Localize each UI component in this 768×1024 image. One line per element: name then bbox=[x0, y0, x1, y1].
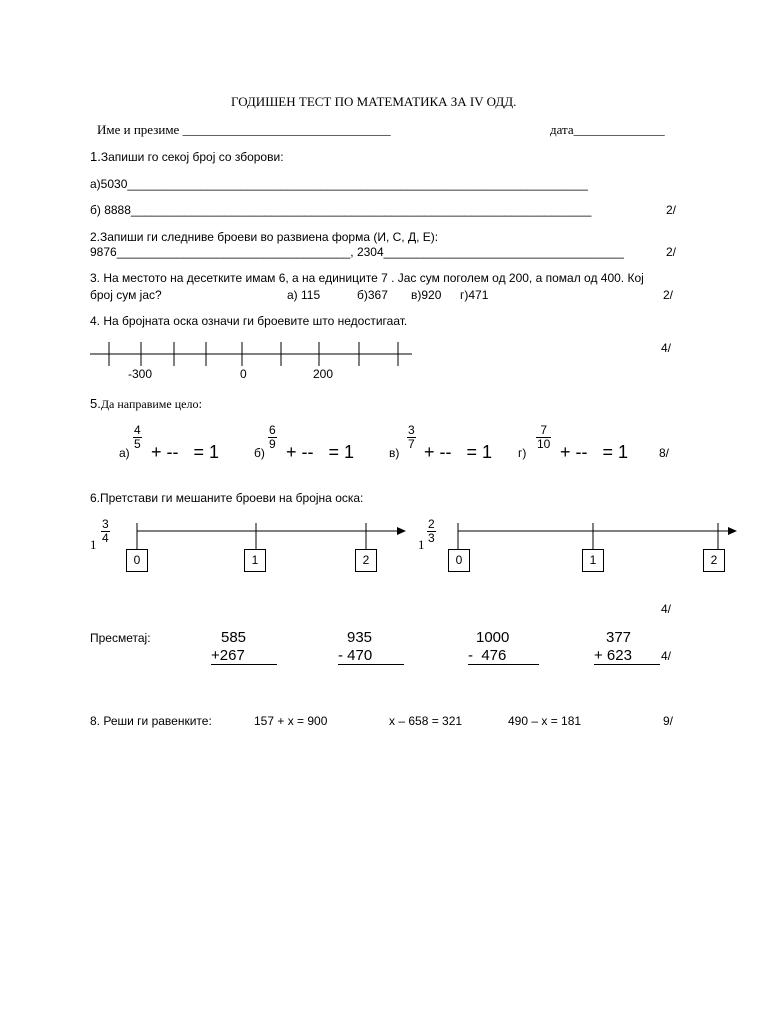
q5-item-d-expression: + -- = 1 bbox=[560, 442, 629, 462]
question-6-text: 6.Претстави ги мешаните броеви на бројна оска: bbox=[90, 491, 364, 505]
question-6-points: 4/ bbox=[661, 602, 672, 616]
page-title: ГОДИШЕН ТЕСТ ПО МАТЕМАТИКА ЗА IV ОДД. bbox=[231, 94, 517, 109]
calc-2-bottom: - 470 bbox=[338, 648, 404, 665]
question-5-number: 5. bbox=[90, 396, 101, 411]
q5-item-a-fraction: $\frac{4}{5}$ bbox=[134, 423, 141, 451]
left-box-2: 2 bbox=[355, 549, 377, 572]
question-3-option-d: г)471 bbox=[460, 288, 489, 302]
question-5-body: Да направиме цело bbox=[100, 397, 199, 411]
q5-item-d-fraction: $\frac{7}{10}$ bbox=[537, 423, 551, 451]
q5-item-c-expression: + -- = 1 bbox=[424, 442, 493, 462]
right-arrow-icon bbox=[728, 527, 737, 535]
calc-4-top: 377 bbox=[606, 629, 632, 646]
left-box-0: 0 bbox=[126, 549, 148, 572]
right-mixed-whole: 1 bbox=[418, 537, 425, 552]
number-line-label-200: 200 bbox=[313, 367, 334, 381]
question-1-body: Запиши го секој број со зборови: bbox=[100, 150, 284, 164]
question-8-points: 9/ bbox=[663, 714, 674, 728]
question-1-number: 1. bbox=[90, 149, 101, 164]
right-box-1: 1 bbox=[582, 549, 604, 572]
question-5-text bbox=[90, 397, 202, 410]
question-3-option-a: а) 115 bbox=[287, 288, 321, 302]
question-1-points: 2/ bbox=[666, 203, 677, 217]
question-1-line-a: а)5030_____________________________________________________________________ bbox=[90, 177, 588, 191]
calc-3-top: 1000 bbox=[476, 629, 510, 646]
question-3-option-b: б)367 bbox=[357, 288, 388, 302]
calc-1-top: 585 bbox=[221, 629, 247, 646]
question-2-points: 2/ bbox=[666, 245, 677, 259]
date-field-label: дата______________ bbox=[550, 122, 665, 137]
q5-item-a-label: а) bbox=[119, 446, 130, 460]
q5-item-b-expression: + -- = 1 bbox=[286, 442, 355, 462]
question-3-text-2: број сум јас? bbox=[90, 288, 162, 302]
question-3-text: 3. На местото на десетките имам 6, а на единиците 7 . Јас сум поголем од 200, а помал од 400. Кој bbox=[90, 271, 644, 285]
calc-1-bottom: +267 bbox=[211, 648, 277, 665]
question-4-text: 4. На бројната оска означи ги броевите што недостигаат. bbox=[90, 314, 408, 328]
left-mixed-whole: 1 bbox=[90, 537, 97, 552]
right-mixed-fraction: $\frac{2}{3}$ bbox=[428, 517, 435, 545]
calc-3-bottom: - 476 bbox=[468, 648, 539, 665]
question-5-colon: : bbox=[198, 396, 203, 411]
left-arrow-icon bbox=[397, 527, 406, 535]
equation-3: 490 – x = 181 bbox=[508, 714, 582, 728]
question-2-line: 9876___________________________________, 2304____________________________________ bbox=[90, 245, 624, 259]
q5-item-c-label: в) bbox=[389, 446, 400, 460]
question-1-line-b: б) 8888_____________________________________________________________________ bbox=[90, 203, 592, 217]
q5-item-d-label: г) bbox=[518, 446, 527, 460]
number-line-label-neg300: -300 bbox=[128, 367, 153, 381]
left-box-1: 1 bbox=[244, 549, 266, 572]
question-5-points: 8/ bbox=[659, 446, 670, 460]
q5-item-a-expression: + -- = 1 bbox=[151, 442, 220, 462]
right-box-2: 2 bbox=[703, 549, 725, 572]
question-7-points: 4/ bbox=[661, 649, 672, 663]
name-field-label: Име и презиме ________________________________ bbox=[97, 122, 391, 137]
equation-1: 157 + x = 900 bbox=[254, 714, 328, 728]
question-7-label: Пресметај: bbox=[90, 631, 151, 645]
q5-item-b-label: б) bbox=[254, 446, 265, 460]
left-mixed-fraction: $\frac{3}{4}$ bbox=[102, 517, 109, 545]
question-3-points: 2/ bbox=[663, 288, 674, 302]
calc-2-top: 935 bbox=[347, 629, 373, 646]
question-3-option-c: в)920 bbox=[411, 288, 442, 302]
calc-4-bottom: + 623 bbox=[594, 648, 660, 665]
q5-item-c-fraction: $\frac{3}{7}$ bbox=[408, 423, 415, 451]
question-8-label: 8. Реши ги равенките: bbox=[90, 714, 212, 728]
question-4-points: 4/ bbox=[661, 341, 672, 355]
q5-item-b-fraction: $\frac{6}{9}$ bbox=[269, 423, 276, 451]
right-box-0: 0 bbox=[448, 549, 470, 572]
equation-2: x – 658 = 321 bbox=[389, 714, 463, 728]
question-2-text: 2.Запиши ги следниве броеви во развиена форма (И, С, Д, Е): bbox=[90, 230, 439, 244]
number-line-label-0: 0 bbox=[240, 367, 247, 381]
